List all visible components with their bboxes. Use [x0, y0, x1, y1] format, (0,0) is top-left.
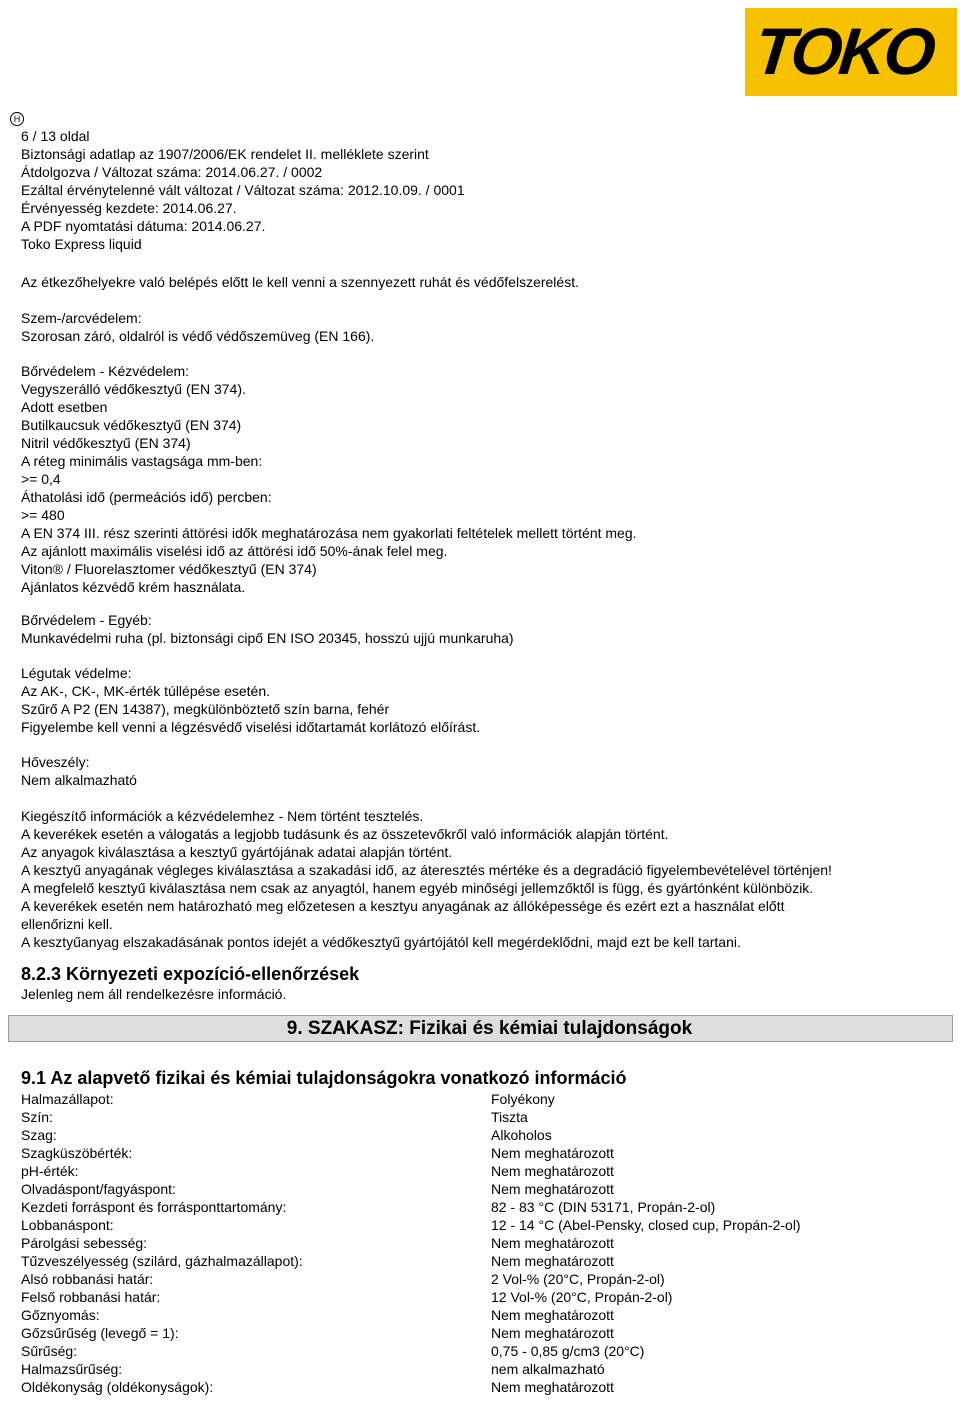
property-name: Halmazállapot: [21, 1091, 114, 1107]
property-row [21, 1252, 951, 1270]
glove-info-line: A keverékek esetén nem határozható meg előzetesen a kesztyu anyagának az állóképessége és ezért ezt a használat előtt [21, 898, 785, 914]
glove-info-block [21, 807, 832, 951]
canteen-note: Az étkezőhelyekre való belépés előtt le kell venni a szennyezett ruhát és védőfelszerelést. [21, 274, 579, 290]
valid-from-line: Érvényesség kezdete: 2014.06.27. [21, 200, 237, 216]
property-value: 12 Vol-% (20°C, Propán-2-ol) [491, 1289, 673, 1305]
thermal-hazard-block [21, 753, 137, 789]
property-row [21, 1090, 951, 1108]
property-row [21, 1234, 951, 1252]
section-9-1-heading: 9.1 Az alapvető fizikai és kémiai tulajdonságokra vonatkozó információ [21, 1068, 627, 1088]
property-row [21, 1162, 951, 1180]
property-row [21, 1180, 951, 1198]
respiratory-line: Az AK-, CK-, MK-érték túllépése esetén. [21, 683, 270, 699]
page-number: 6 / 13 oldal [21, 128, 90, 144]
property-row [21, 1144, 951, 1162]
respiratory-line: Légutak védelme: [21, 665, 132, 681]
property-row [21, 1126, 951, 1144]
hand-line: Viton® / Fluorelasztomer védőkesztyű (EN 374) [21, 561, 317, 577]
property-value: Nem meghatározott [491, 1253, 614, 1269]
section-9-heading [8, 1015, 953, 1042]
property-name: Alsó robbanási határ: [21, 1271, 154, 1287]
property-value: Nem meghatározott [491, 1163, 614, 1179]
property-name: Szagküszöbérték: [21, 1145, 133, 1161]
skin-other-block [21, 611, 514, 647]
property-name: Gőznyomás: [21, 1307, 100, 1323]
property-name: Olvadáspont/fagyáspont: [21, 1181, 176, 1197]
property-value: 2 Vol-% (20°C, Propán-2-ol) [491, 1271, 665, 1287]
env-exposure-text: Jelenleg nem áll rendelkezésre információ. [21, 986, 287, 1002]
hand-line: Ajánlatos kézvédő krém használata. [21, 579, 246, 595]
property-value: Nem meghatározott [491, 1379, 614, 1395]
hand-protection-block [21, 362, 637, 596]
property-value: Nem meghatározott [491, 1325, 614, 1341]
property-name: Sűrűség: [21, 1343, 78, 1359]
toko-logo [745, 8, 957, 96]
eye-protection-block [21, 309, 374, 345]
property-value: Alkoholos [491, 1127, 552, 1143]
env-exposure-block [21, 963, 359, 1003]
respiratory-line: Figyelembe kell venni a légzésvédő viselési időtartamát korlátozó előírást. [21, 719, 481, 735]
property-value: Nem meghatározott [491, 1145, 614, 1161]
document-header [21, 127, 465, 253]
properties-table [21, 1090, 951, 1396]
property-name: Gőzsűrűség (levegő = 1): [21, 1325, 179, 1341]
property-name: Szag: [21, 1127, 57, 1143]
property-name: Szín: [21, 1109, 53, 1125]
property-name: Oldékonyság (oldékonyságok): [21, 1379, 214, 1395]
hand-line: Vegyszerálló védőkesztyű (EN 374). [21, 381, 246, 397]
hand-line: A réteg minimális vastagsága mm-ben: [21, 453, 263, 469]
product-name: Toko Express liquid [21, 236, 142, 252]
property-name: Halmazsűrűség: [21, 1361, 123, 1377]
property-name: Tűzveszélyesség (szilárd, gázhalmazállapot): [21, 1253, 303, 1269]
property-value: 0,75 - 0,85 g/cm3 (20°C) [491, 1343, 645, 1359]
property-name: Felső robbanási határ: [21, 1289, 161, 1305]
respiratory-block [21, 664, 480, 736]
hand-line: Az ajánlott maximális viselési idő az áttörési idő 50%-ának felel meg. [21, 543, 448, 559]
hand-line: Áthatolási idő (permeációs idő) percben: [21, 489, 272, 505]
env-exposure-heading: 8.2.3 Környezeti expozíció-ellenőrzések [21, 964, 360, 984]
glove-info-line: A keverékek esetén a válogatás a legjobb tudásunk és az összetevőkről való információk alapján történt. [21, 826, 669, 842]
glove-info-line: Kiegészítő információk a kézvédelemhez - Nem történt tesztelés. [21, 808, 424, 824]
section-9-title: 9. SZAKASZ: Fizikai és kémiai tulajdonságok [286, 1018, 693, 1039]
property-name: Párolgási sebesség: [21, 1235, 148, 1251]
property-value: 12 - 14 °C (Abel-Pensky, closed cup, Propán-2-ol) [491, 1217, 801, 1233]
canteen-note-block [21, 273, 579, 291]
glove-info-line: A megfelelő kesztyű kiválasztása nem csak az anyagtól, hanem egyéb minőségi jellemzőktől is függ, és gyártónként különbözik. [21, 880, 814, 896]
property-row [21, 1270, 951, 1288]
property-value: Tiszta [491, 1109, 528, 1125]
property-value: Nem meghatározott [491, 1181, 614, 1197]
property-row [21, 1360, 951, 1378]
property-value: Folyékony [491, 1091, 555, 1107]
glove-info-line: A kesztyű anyagának végleges kiválasztása a szakadási idő, az áteresztés mértéke és a degradáció figyelembevételével történjen! [21, 862, 832, 878]
print-date-line: A PDF nyomtatási dátuma: 2014.06.27. [21, 218, 266, 234]
property-row [21, 1378, 951, 1396]
hand-line: >= 0,4 [21, 471, 61, 487]
property-name: pH-érték: [21, 1163, 79, 1179]
respiratory-line: Szűrő A P2 (EN 14387), megkülönböztető szín barna, fehér [21, 701, 390, 717]
property-name: Lobbanáspont: [21, 1217, 114, 1233]
section-9-1-block [21, 1067, 627, 1089]
thermal-text: Nem alkalmazható [21, 772, 137, 788]
property-row [21, 1342, 951, 1360]
hand-line: Nitril védőkesztyű (EN 374) [21, 435, 191, 451]
skin-other-heading: Bőrvédelem - Egyéb: [21, 612, 152, 628]
hand-line: >= 480 [21, 507, 65, 523]
language-marker: H [10, 112, 24, 126]
skin-other-text: Munkavédelmi ruha (pl. biztonsági cipő EN ISO 20345, hosszú ujjú munkaruha) [21, 630, 514, 646]
glove-info-line: A kesztyűanyag elszakadásának pontos idejét a védőkesztyű gyártójától kell megérdeklődni, majd ezt be kell tartani. [21, 934, 741, 950]
regulation-line: Biztonsági adatlap az 1907/2006/EK rendelet II. melléklete szerint [21, 146, 429, 162]
glove-info-line: Az anyagok kiválasztása a kesztyű gyártójának adatai alapján történt. [21, 844, 453, 860]
property-value: Nem meghatározott [491, 1307, 614, 1323]
property-row [21, 1108, 951, 1126]
supersedes-line: Ezáltal érvénytelenné vált változat / Változat száma: 2012.10.09. / 0001 [21, 182, 465, 198]
property-value: 82 - 83 °C (DIN 53171, Propán-2-ol) [491, 1199, 716, 1215]
hand-line: A EN 374 III. rész szerinti áttörési idők meghatározása nem gyakorlati feltételek mellett történt meg. [21, 525, 637, 541]
logo-wordmark: TOKO [751, 14, 937, 88]
property-value: Nem meghatározott [491, 1235, 614, 1251]
eye-protection-heading: Szem-/arcvédelem: [21, 310, 142, 326]
property-row [21, 1306, 951, 1324]
property-name: Kezdeti forráspont és forrásponttartomány: [21, 1199, 287, 1215]
property-row [21, 1198, 951, 1216]
property-value: nem alkalmazható [491, 1361, 605, 1377]
thermal-heading: Hőveszély: [21, 754, 90, 770]
glove-info-line: ellenőrizni kell. [21, 916, 113, 932]
property-row [21, 1216, 951, 1234]
hand-line: Butilkaucsuk védőkesztyű (EN 374) [21, 417, 242, 433]
hand-line: Adott esetben [21, 399, 108, 415]
hand-line: Bőrvédelem - Kézvédelem: [21, 363, 190, 379]
property-row [21, 1324, 951, 1342]
property-row [21, 1288, 951, 1306]
revision-line: Átdolgozva / Változat száma: 2014.06.27. / 0002 [21, 164, 323, 180]
eye-protection-text: Szorosan záró, oldalról is védő védőszemüveg (EN 166). [21, 328, 375, 344]
